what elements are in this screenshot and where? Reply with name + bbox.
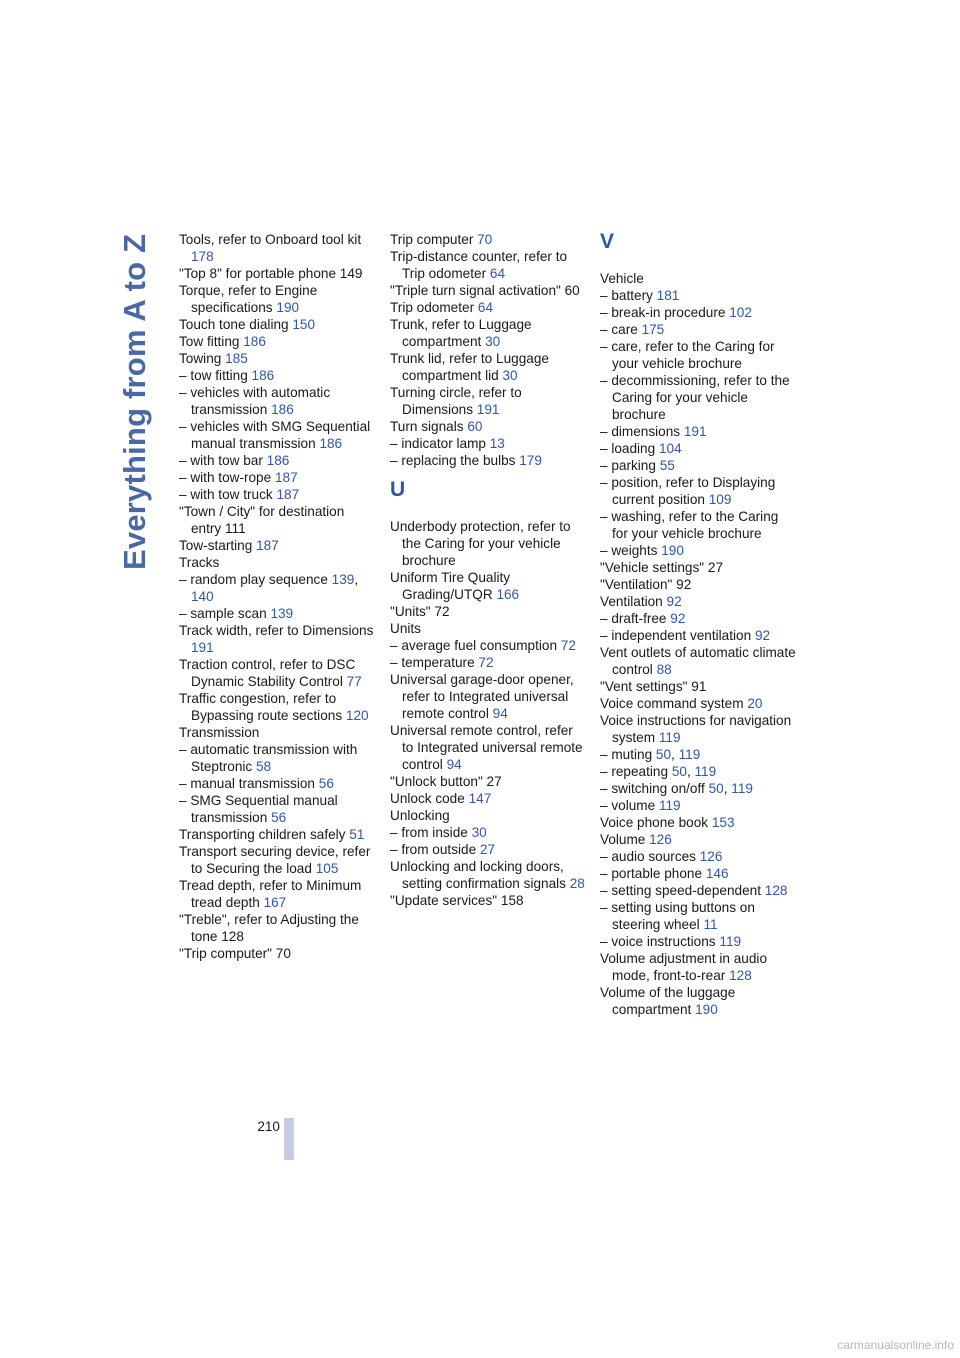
page-reference-link[interactable]: 175 (641, 322, 665, 337)
index-entry-text: Voice phone book (600, 815, 712, 830)
page-reference-link[interactable]: 56 (318, 776, 334, 791)
page-reference-link[interactable]: 128 (729, 968, 752, 983)
index-entry-text: – switching on/off (600, 781, 709, 796)
index-entry (179, 826, 375, 843)
index-entry-text: – setting speed-dependent (600, 883, 765, 898)
index-column-1 (179, 231, 375, 962)
index-entry (600, 695, 796, 712)
index-entry (600, 865, 796, 882)
index-entry (600, 814, 796, 831)
page-reference-link[interactable]: 72 (478, 655, 494, 670)
index-entry-text: Traction control, refer to DSC Dynamic Stability Control (179, 657, 356, 689)
index-entry (600, 372, 796, 423)
index-entry-text: Tracks (179, 555, 220, 570)
page-reference-link[interactable]: 102 (729, 305, 752, 320)
index-entry-text: Vent outlets of automatic climate control (600, 645, 796, 677)
index-entry (390, 418, 586, 435)
index-entry-text: Towing (179, 351, 226, 366)
index-entry-text: – vehicles with automatic transmission (179, 385, 331, 417)
index-entry-text: Transmission (179, 725, 260, 740)
index-entry (600, 474, 796, 508)
index-entry (600, 457, 796, 474)
page-reference-link[interactable]: 92 (670, 611, 686, 626)
index-entry-text: "Unlock button" 27 (390, 774, 502, 789)
index-entry (390, 773, 586, 790)
page-ref-separator: , (354, 572, 359, 587)
index-entry (390, 384, 586, 418)
page-reference-link[interactable]: 186 (271, 402, 294, 417)
index-entry-text: Trip-distance counter, refer to Trip odometer (390, 249, 568, 281)
index-entry (390, 807, 586, 824)
index-entry (390, 282, 586, 299)
index-entry-text: – voice instructions (600, 934, 720, 949)
page-reference-link[interactable]: 70 (477, 232, 493, 247)
index-entry-text: Traffic congestion, refer to Bypassing route sections (179, 691, 346, 723)
page-reference-link[interactable]: 119 (719, 934, 742, 949)
page-number: 210 (257, 1119, 280, 1134)
index-entry-text: "Vehicle settings" 27 (600, 560, 724, 575)
index-entry-text: "Vent settings" 91 (600, 679, 707, 694)
page-reference-link[interactable]: 187 (274, 470, 298, 485)
index-entry (179, 945, 375, 962)
page-reference-link[interactable]: 126 (649, 832, 672, 847)
page-reference-link[interactable]: 56 (271, 810, 287, 825)
page-reference-link[interactable]: 120 (345, 708, 369, 723)
index-entry-text: – portable phone (600, 866, 706, 881)
page-reference-link[interactable]: 13 (489, 436, 505, 451)
index-entry (600, 797, 796, 814)
index-entry (390, 858, 586, 892)
page-reference-link[interactable]: 187 (276, 487, 300, 502)
page-reference-link[interactable]: 140 (191, 589, 214, 604)
index-entry (390, 518, 586, 569)
page-reference-link[interactable]: 126 (699, 849, 723, 864)
index-letter-heading: V (600, 230, 615, 253)
index-entry-text: – sample scan (179, 606, 271, 621)
index-entry (179, 452, 375, 469)
page-reference-link[interactable]: 30 (471, 825, 487, 840)
index-entry (600, 287, 796, 304)
page-reference-link[interactable]: 119 (658, 798, 681, 813)
index-entry (179, 911, 375, 945)
index-entry-text: – draft-free (600, 611, 671, 626)
page-reference-link[interactable]: 119 (658, 730, 681, 745)
index-entry-text: – from outside (390, 842, 480, 857)
index-entry (600, 338, 796, 372)
index-entry (179, 571, 375, 605)
index-entry (390, 620, 586, 637)
index-entry-text: Torque, refer to Engine specifications (179, 283, 318, 315)
index-entry-text: Uniform Tire Quality Grading/UTQR (390, 570, 511, 602)
index-entry (390, 231, 586, 248)
page-reference-link[interactable]: 186 (266, 453, 290, 468)
page-reference-link[interactable]: 30 (502, 368, 518, 383)
index-entry-text: "Treble", refer to Adjusting the tone 128 (179, 912, 359, 944)
index-entry-text: Turn signals (390, 419, 468, 434)
index-entry-text: Units (390, 621, 421, 636)
index-entry-text: Unlock code (390, 791, 469, 806)
watermark: carmanualsonline.info (837, 1338, 954, 1352)
page-reference-link[interactable]: 186 (251, 368, 275, 383)
page-reference-link[interactable]: 64 (477, 300, 494, 315)
page-reference-link[interactable]: 60 (467, 419, 483, 434)
index-entry-text: Trip odometer (390, 300, 478, 315)
index-entry (179, 843, 375, 877)
page-reference-link[interactable]: 50 (655, 747, 672, 762)
index-entry-text: Ventilation (600, 594, 667, 609)
index-entry-text: Volume of the luggage compartment (600, 985, 736, 1017)
page-reference-link[interactable]: 186 (319, 436, 343, 451)
page-reference-link[interactable]: 181 (656, 288, 680, 303)
index-entry (600, 780, 796, 797)
index-entry (179, 537, 375, 554)
index-entry-text: – with tow-rope (179, 470, 275, 485)
index-entry-text: Touch tone dialing (179, 317, 293, 332)
page-reference-link[interactable]: 77 (346, 674, 362, 689)
index-entry-text: – audio sources (600, 849, 700, 864)
index-entry (179, 605, 375, 622)
index-entry (179, 775, 375, 792)
index-entry-text: – setting using buttons on steering wheel (600, 900, 755, 932)
index-entry (600, 304, 796, 321)
index-entry (600, 848, 796, 865)
page-reference-link[interactable]: 51 (349, 827, 365, 842)
index-entry-text: Trunk, refer to Luggage compartment (390, 317, 532, 349)
index-entry-text: Volume (600, 832, 650, 847)
index-entry-text: Universal garage-door opener, refer to Integrated universal remote control (390, 672, 574, 721)
page-reference-link[interactable]: 20 (747, 696, 763, 711)
index-entry (600, 508, 796, 542)
index-entry-text: Tow-starting (179, 538, 257, 553)
index-entry (600, 746, 796, 763)
index-entry (179, 333, 375, 350)
page-reference-link[interactable]: 179 (519, 453, 542, 468)
index-entry (390, 316, 586, 350)
index-entry (600, 712, 796, 746)
index-entry-text: – automatic transmission with Steptronic (179, 742, 358, 774)
page-reference-link[interactable]: 178 (191, 249, 214, 264)
index-entry (600, 882, 796, 899)
index-entry-text: Vehicle (600, 271, 644, 286)
index-entry-text: – decommissioning, refer to the Caring for your vehicle brochure (600, 373, 790, 422)
index-entry-text: Universal remote control, refer to Integrated universal remote control (390, 723, 583, 772)
page-reference-link[interactable]: 153 (711, 815, 735, 830)
page-reference-link[interactable]: 50 (708, 781, 724, 796)
index-entry-text: Voice instructions for navigation system (600, 713, 792, 745)
index-entry (600, 763, 796, 780)
index-entry (600, 440, 796, 457)
index-entry (600, 899, 796, 933)
index-entry (179, 724, 375, 741)
index-entry (179, 690, 375, 724)
page-reference-link[interactable]: 30 (485, 334, 501, 349)
index-entry (600, 933, 796, 950)
index-entry (600, 950, 796, 984)
page-reference-link[interactable]: 27 (479, 842, 496, 857)
index-entry (390, 790, 586, 807)
index-entry (600, 270, 796, 287)
page-reference-link[interactable]: 167 (263, 895, 287, 910)
index-entry-text: Unlocking and locking doors, setting confirmation signals (390, 859, 570, 891)
index-entry-text: Tools, refer to Onboard tool kit (179, 232, 362, 247)
index-entry (179, 469, 375, 486)
index-entry-text: "Ventilation" 92 (600, 577, 692, 592)
page-reference-link[interactable]: 139 (331, 572, 355, 587)
index-column-3 (600, 231, 796, 1018)
page-reference-link[interactable]: 88 (656, 662, 672, 677)
index-entry-text: – parking (600, 458, 660, 473)
index-entry-text: "Top 8" for portable phone 149 (179, 266, 363, 281)
index-column-2 (390, 231, 586, 909)
page-reference-link[interactable]: 55 (659, 458, 675, 473)
index-entry (179, 316, 375, 333)
index-entry (179, 792, 375, 826)
page-reference-link[interactable]: 146 (705, 866, 729, 881)
index-entry-text: – random play sequence (179, 572, 332, 587)
page-reference-link[interactable]: 191 (683, 424, 707, 439)
page-reference-link[interactable]: 190 (661, 543, 684, 558)
index-entry-text: – care, refer to the Caring for your vehicle brochure (600, 339, 775, 371)
index-entry-text: Trunk lid, refer to Luggage compartment lid (390, 351, 549, 383)
page-reference-link[interactable]: 64 (489, 266, 506, 281)
page-reference-link[interactable]: 92 (754, 628, 771, 643)
index-entry-text: – battery (600, 288, 657, 303)
index-entry (390, 722, 586, 773)
index-entry (179, 486, 375, 503)
index-entry (179, 350, 375, 367)
index-entry (390, 892, 586, 909)
page-reference-link[interactable]: 191 (476, 402, 500, 417)
page-reference-link[interactable]: 166 (496, 587, 520, 602)
page-reference-link[interactable]: 104 (658, 441, 682, 456)
index-entry (390, 841, 586, 858)
index-entry-text: Tow fitting (179, 334, 244, 349)
index-entry (179, 877, 375, 911)
page-reference-link[interactable]: 139 (270, 606, 294, 621)
index-entry (600, 423, 796, 440)
index-entry-text: – volume (600, 798, 659, 813)
page-reference-link[interactable]: 28 (569, 876, 585, 891)
index-entry (179, 656, 375, 690)
index-entry-text: Tread depth, refer to Minimum tread depth (179, 878, 362, 910)
index-entry-text: – dimensions (600, 424, 684, 439)
index-entry (179, 384, 375, 418)
index-entry (600, 559, 796, 576)
index-entry-text: – independent ventilation (600, 628, 755, 643)
page-reference-link[interactable]: 186 (243, 334, 266, 349)
index-entry-text: "Triple turn signal activation" 60 (390, 283, 580, 298)
index-entry-text: – indicator lamp (390, 436, 490, 451)
index-entry-text: Unlocking (390, 808, 450, 823)
index-entry (600, 610, 796, 627)
page-ref-separator: , (686, 764, 695, 779)
index-entry (179, 741, 375, 775)
page-reference-link[interactable]: 11 (703, 917, 718, 932)
index-entry-text: – average fuel consumption (390, 638, 561, 653)
index-entry (179, 367, 375, 384)
index-entry (600, 831, 796, 848)
index-entry (179, 503, 375, 537)
index-entry-text: – care (600, 322, 642, 337)
index-entry-text: – vehicles with SMG Sequential manual transmission (179, 419, 371, 451)
index-entry-text: Voice command system (600, 696, 748, 711)
index-entry-text: Transport securing device, refer to Securing the load (179, 844, 371, 876)
index-entry-text: – weights (600, 543, 662, 558)
index-entry-text: – temperature (390, 655, 479, 670)
index-entry (390, 452, 586, 469)
page-reference-link[interactable]: 191 (191, 640, 214, 655)
index-entry (179, 622, 375, 656)
index-entry-text: – tow fitting (179, 368, 252, 383)
page-marker-bar (284, 1118, 294, 1160)
index-entry-text: – loading (600, 441, 659, 456)
index-entry-text: – repeating (600, 764, 672, 779)
index-entry (390, 671, 586, 722)
index-entry (600, 576, 796, 593)
index-entry (179, 231, 375, 265)
page-reference-link[interactable]: 105 (315, 861, 339, 876)
index-entry-text: – SMG Sequential manual transmission (179, 793, 338, 825)
index-entry (179, 265, 375, 282)
index-entry (390, 248, 586, 282)
index-entry-text: Turning circle, refer to Dimensions (390, 385, 522, 417)
page-reference-link[interactable]: 92 (666, 594, 682, 609)
index-letter-heading: U (390, 478, 406, 501)
index-entry (390, 435, 586, 452)
page-reference-link[interactable]: 94 (492, 706, 508, 721)
index-entry (390, 637, 586, 654)
index-entry-text: "Town / City" for destination entry 111 (179, 504, 345, 536)
page-reference-link[interactable]: 58 (255, 759, 272, 774)
page-reference-link[interactable]: 185 (225, 351, 248, 366)
index-entry-text: – with tow bar (179, 453, 267, 468)
page-reference-link[interactable]: 50 (671, 764, 687, 779)
index-entry (600, 542, 796, 559)
index-entry (600, 678, 796, 695)
index-entry (390, 824, 586, 841)
page-reference-link[interactable]: 109 (708, 492, 732, 507)
index-entry (390, 569, 586, 603)
index-entry-text: "Trip computer" 70 (179, 946, 291, 961)
page-reference-link[interactable]: 94 (446, 757, 462, 772)
index-entry (390, 299, 586, 316)
index-entry-text: – muting (600, 747, 656, 762)
index-entry (179, 282, 375, 316)
page-reference-link[interactable]: 187 (256, 538, 279, 553)
index-entry-text: Transporting children safely (179, 827, 350, 842)
index-entry (600, 984, 796, 1018)
page-reference-link[interactable]: 147 (468, 791, 492, 806)
index-entry-text: – position, refer to Displaying current position (600, 475, 776, 507)
index-entry (179, 554, 375, 571)
index-entry (179, 418, 375, 452)
index-entry-text: – break-in procedure (600, 305, 730, 320)
index-entry-text: Track width, refer to Dimensions (179, 623, 374, 638)
section-title: Everything from A to Z (117, 233, 152, 570)
index-entry-text: – washing, refer to the Caring for your vehicle brochure (600, 509, 779, 541)
page-ref-separator: , (723, 781, 732, 796)
index-entry (390, 654, 586, 671)
index-entry (600, 321, 796, 338)
index-entry (600, 627, 796, 644)
page-reference-link[interactable]: 119 (678, 747, 701, 762)
page-reference-link[interactable]: 119 (694, 764, 717, 779)
page-reference-link[interactable]: 72 (560, 638, 576, 653)
index-entry-text: "Update services" 158 (390, 893, 524, 908)
index-entry-text: "Units" 72 (390, 604, 450, 619)
index-entry (390, 350, 586, 384)
index-entry-text: – from inside (390, 825, 472, 840)
index-entry-text: – replacing the bulbs (390, 453, 520, 468)
index-entry (600, 593, 796, 610)
index-entry-text: Underbody protection, refer to the Caring for your vehicle brochure (390, 519, 571, 568)
page-reference-link[interactable]: 190 (276, 300, 300, 315)
index-entry (600, 644, 796, 678)
index-entry-text: Volume adjustment in audio mode, front-to-rear (600, 951, 768, 983)
index-entry-text: Trip computer (390, 232, 478, 247)
index-entry-text: – with tow truck (179, 487, 277, 502)
page-reference-link[interactable]: 190 (695, 1002, 718, 1017)
index-entry (390, 603, 586, 620)
index-entry-text: – manual transmission (179, 776, 319, 791)
page-ref-separator: , (671, 747, 679, 762)
page-reference-link[interactable]: 128 (764, 883, 788, 898)
page-reference-link[interactable]: 150 (292, 317, 316, 332)
page-reference-link[interactable]: 119 (731, 781, 753, 796)
